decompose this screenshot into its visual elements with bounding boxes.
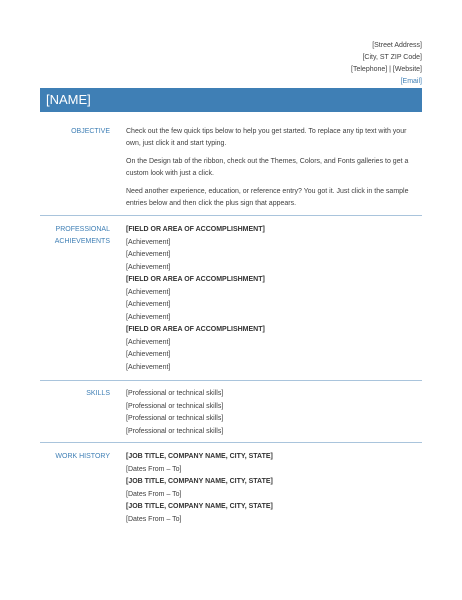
achievements-body [126, 224, 422, 374]
achievement-item[interactable]: [Achievement] [126, 263, 171, 271]
objective-paragraph[interactable]: Check out the few quick tips below to help you get started. To replace any tip text with your own, just click it and start typing. [126, 128, 407, 147]
work-history-body [126, 451, 422, 526]
job-dates[interactable]: [Dates From – To] [126, 490, 182, 498]
achievements-label-line2: ACHIEVEMENTS [54, 238, 110, 245]
achievement-item[interactable]: [Achievement] [126, 313, 171, 321]
objective-section [40, 125, 422, 207]
work-history-section [40, 450, 422, 526]
job-dates[interactable]: [Dates From – To] [126, 515, 182, 523]
job-dates[interactable]: [Dates From – To] [126, 465, 182, 473]
skills-label: SKILLS [86, 390, 110, 397]
name-banner [40, 88, 422, 112]
objective-paragraph[interactable]: On the Design tab of the ribbon, check out the Themes, Colors, and Fonts galleries to get a custom look with just a click. [126, 158, 409, 177]
achievement-item[interactable]: [Achievement] [126, 363, 171, 371]
objective-label: OBJECTIVE [71, 128, 110, 135]
contact-block [351, 40, 422, 88]
achievement-item[interactable]: [Achievement] [126, 238, 171, 246]
section-divider [40, 442, 422, 443]
work-history-label: WORK HISTORY [55, 453, 110, 460]
skills-section [40, 387, 422, 437]
objective-body [126, 126, 422, 216]
skill-item[interactable]: [Professional or technical skills] [126, 402, 224, 410]
email-link[interactable]: [Email] [400, 78, 422, 85]
field-heading[interactable]: [FIELD OR AREA OF ACCOMPLISHMENT] [126, 276, 265, 283]
objective-paragraph[interactable]: Need another experience, education, or reference entry? You got it. Just click in the sample entries below and then click the plus sign that appears. [126, 188, 409, 207]
achievement-item[interactable]: [Achievement] [126, 288, 171, 296]
city-zip[interactable]: [City, ST ZIP Code] [362, 54, 422, 61]
skill-item[interactable]: [Professional or technical skills] [126, 427, 224, 435]
field-heading[interactable]: [FIELD OR AREA OF ACCOMPLISHMENT] [126, 226, 265, 233]
job-title[interactable]: [JOB TITLE, COMPANY NAME, CITY, STATE] [126, 503, 273, 510]
achievements-label [40, 224, 110, 248]
achievement-item[interactable]: [Achievement] [126, 251, 171, 258]
field-heading[interactable]: [FIELD OR AREA OF ACCOMPLISHMENT] [126, 326, 265, 333]
job-title[interactable]: [JOB TITLE, COMPANY NAME, CITY, STATE] [126, 453, 273, 460]
telephone-website[interactable]: [Telephone] | [Website] [351, 66, 422, 73]
name-field[interactable]: [NAME] [46, 92, 91, 107]
skill-item[interactable]: [Professional or technical skills] [126, 390, 224, 397]
job-title[interactable]: [JOB TITLE, COMPANY NAME, CITY, STATE] [126, 478, 273, 485]
achievements-label-line1: PROFESSIONAL [55, 226, 110, 233]
street-address[interactable]: [Street Address] [372, 42, 422, 49]
achievement-item[interactable]: [Achievement] [126, 351, 171, 358]
section-divider [40, 380, 422, 381]
skill-item[interactable]: [Professional or technical skills] [126, 415, 224, 422]
section-divider [40, 215, 422, 216]
achievements-section [40, 223, 422, 373]
achievement-item[interactable]: [Achievement] [126, 301, 171, 308]
skills-body [126, 388, 422, 438]
achievement-item[interactable]: [Achievement] [126, 338, 171, 346]
